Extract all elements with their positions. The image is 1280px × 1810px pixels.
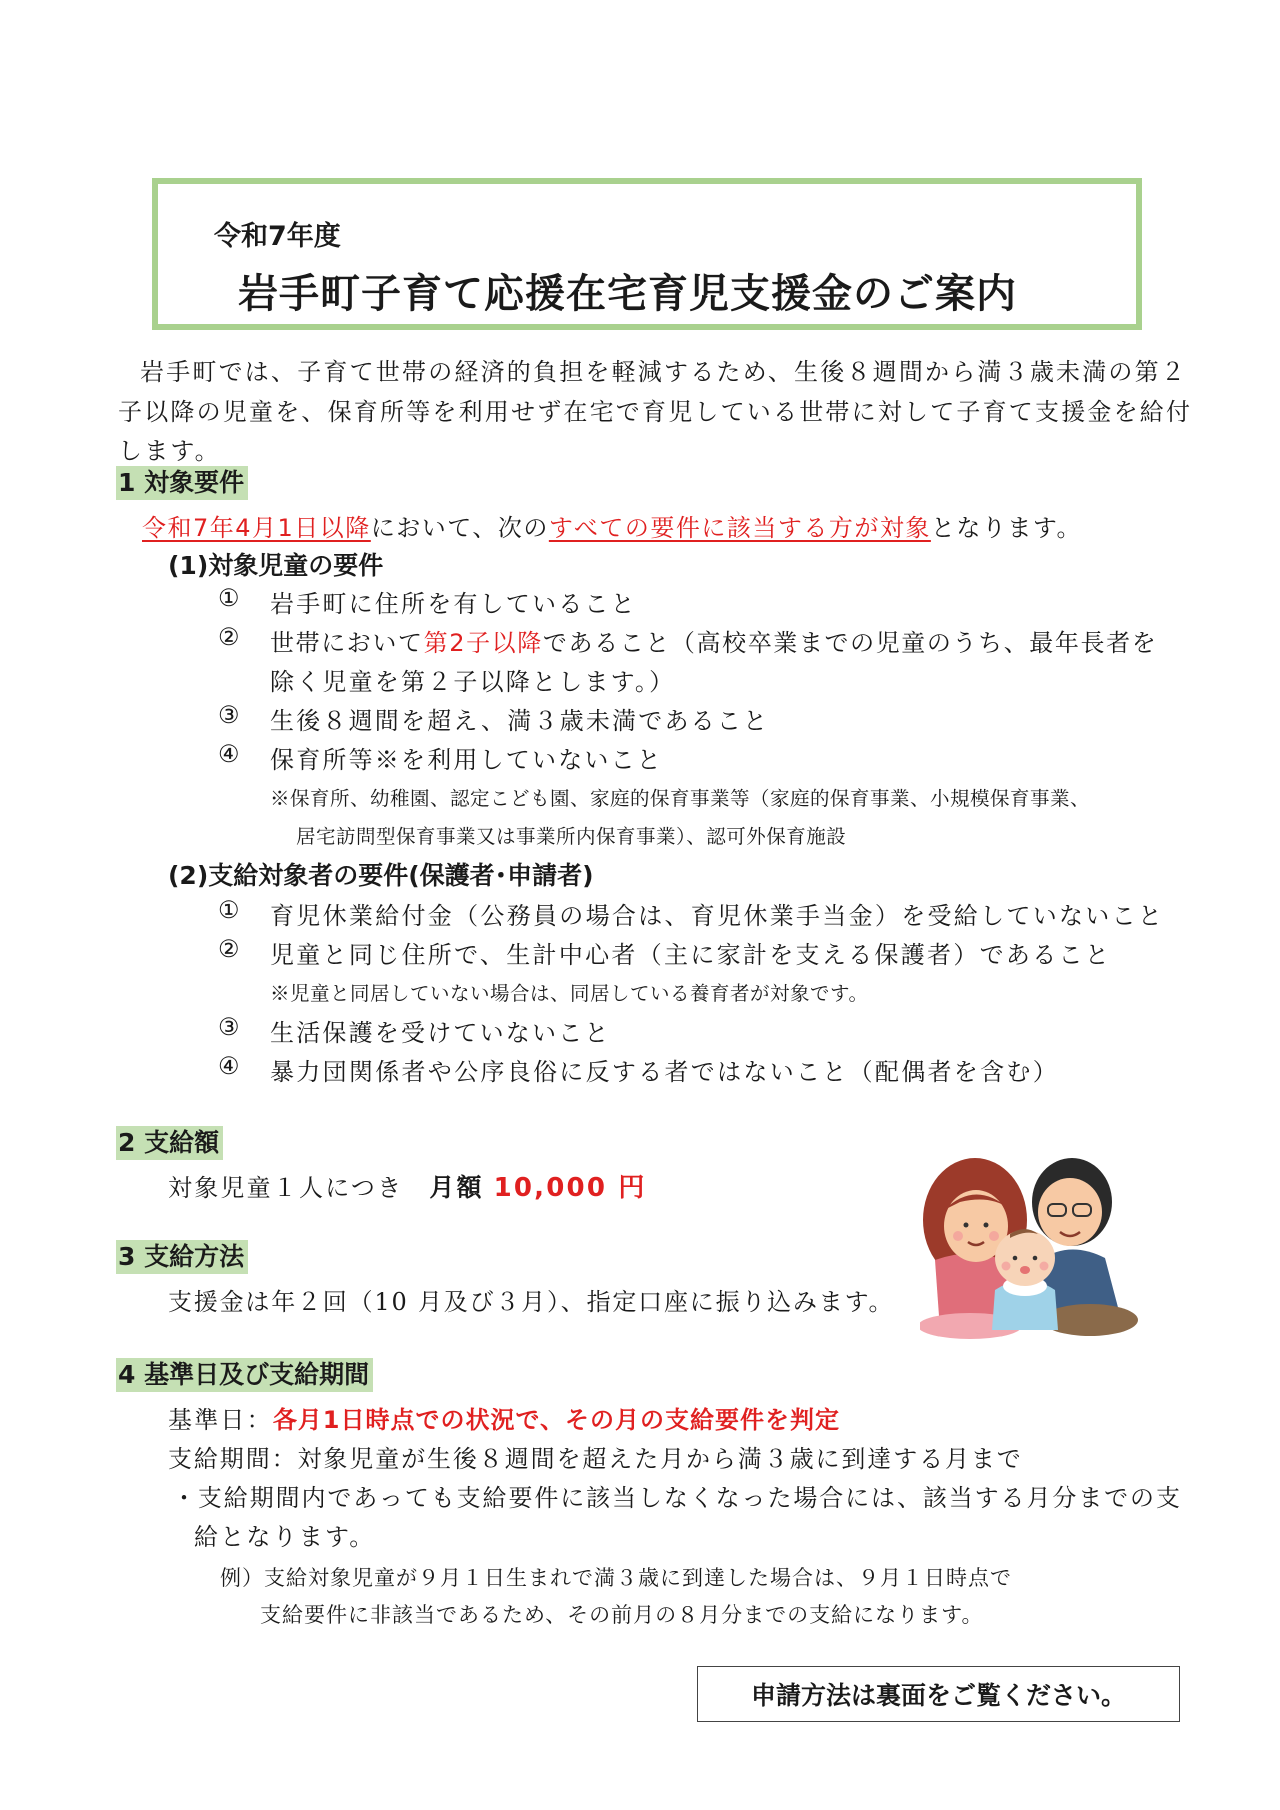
recipient-item-4-text: 暴力団関係者や公序良俗に反する者ではないこと（配偶者を含む） — [270, 1058, 1059, 1086]
base-date-line — [168, 1400, 840, 1435]
child-item-2-post: であること（高校卒業までの児童のうち、最年長者を — [542, 629, 1158, 657]
child-item-3-text: 生後８週間を超え、満３歳未満であること — [270, 707, 770, 735]
facility-note-1: ※保育所、幼稚園、認定こども園、家庭的保育事業等（家庭的保育事業、小規模保育事業、 — [270, 787, 1091, 810]
child-item-2-cont: 除く児童を第２子以降とします。） — [270, 668, 676, 696]
section-1-lead — [142, 508, 1082, 543]
recipient-requirements-heading: (2)支給対象者の要件(保護者･申請者) — [168, 861, 594, 890]
recipient-item-3-text: 生活保護を受けていないこと — [270, 1019, 611, 1047]
section-3-heading: 3 支給方法 — [116, 1240, 248, 1274]
monthly-amount-value: 10,000 円 — [493, 1173, 647, 1203]
facility-note-2: 居宅訪問型保育事業又は事業所内保育事業）、認可外保育施設 — [296, 825, 847, 848]
child-item-2-num: ② — [218, 623, 242, 651]
intro-line-3: します。 — [118, 437, 221, 465]
recipient-item-3-num: ③ — [218, 1013, 242, 1041]
child-item-2-text — [270, 623, 1157, 658]
example-line-2: 支給要件に非該当であるため、その前月の８月分までの支給になります。 — [260, 1603, 984, 1627]
intro-line-2: 子以降の児童を、保育所等を利用せず在宅で育児している世帯に対して子育て支援金を給付 — [118, 398, 1193, 426]
period-bullet-1: ・支給期間内であっても支給要件に該当しなくなった場合には、該当する月分までの支 — [172, 1484, 1182, 1512]
second-child-highlight: 第2子以降 — [423, 629, 543, 657]
example-line-1: 例）支給対象児童が９月１日生まれで満３歳に到達した場合は、９月１日時点で — [220, 1566, 1012, 1590]
title-year: 令和7年度 — [214, 221, 341, 252]
apply-method-box — [697, 1666, 1180, 1722]
child-item-1-text: 岩手町に住所を有していること — [270, 590, 637, 618]
recipient-item-1-text: 育児休業給付金（公務員の場合は、育児休業手当金）を受給していないこと — [270, 902, 1165, 930]
recipient-item-4-num: ④ — [218, 1052, 242, 1080]
intro-line-1: 岩手町では、子育て世帯の経済的負担を軽減するため、生後８週間から満３歳未満の第２ — [140, 358, 1188, 386]
section-2-heading: 2 支給額 — [116, 1126, 223, 1160]
recipient-item-1-num: ① — [218, 896, 242, 924]
monthly-amount-label: 月額 — [429, 1173, 484, 1202]
payment-amount-line — [168, 1167, 647, 1204]
lead-all-requirements-highlight: すべての要件に該当する方が対象 — [548, 514, 931, 542]
child-item-3-num: ③ — [218, 701, 242, 729]
apply-method-text: 申請方法は裏面をご覧ください。 — [750, 1681, 1126, 1710]
page-title: 岩手町子育て応援在宅育児支援金のご案内 — [238, 271, 1017, 317]
lead-date-highlight: 令和7年4月1日以降 — [142, 514, 371, 542]
family-illustration — [920, 1140, 1140, 1340]
payment-period: 支給期間：対象児童が生後８週間を超えた月から満３歳に到達する月まで — [168, 1445, 1023, 1473]
payment-method-text: 支援金は年２回（10 月及び３月）、指定口座に振り込みます。 — [168, 1288, 895, 1316]
child-item-2-pre: 世帯において — [270, 629, 424, 657]
cohabitation-note: ※児童と同居していない場合は、同居している養育者が対象です。 — [270, 982, 869, 1005]
child-requirements-heading: (1)対象児童の要件 — [168, 551, 384, 580]
period-bullet-2: 給となります。 — [194, 1523, 376, 1551]
base-date-label: 基準日： — [168, 1406, 273, 1434]
lead-text-1: において、次の — [370, 514, 549, 542]
lead-text-2: となります。 — [930, 514, 1082, 542]
recipient-item-2-text: 児童と同じ住所で、生計中心者（主に家計を支える保護者）であること — [270, 941, 1112, 969]
section-4-heading: 4 基準日及び支給期間 — [116, 1358, 373, 1392]
child-item-4-text: 保育所等※を利用していないこと — [270, 746, 663, 774]
section-1-heading: 1 対象要件 — [116, 466, 248, 500]
child-item-4-num: ④ — [218, 740, 242, 768]
recipient-item-2-num: ② — [218, 935, 242, 963]
base-date-value: 各月1日時点での状況で、その月の支給要件を判定 — [272, 1406, 841, 1434]
child-item-1-num: ① — [218, 584, 242, 612]
payment-per-child-text: 対象児童１人につき — [168, 1174, 404, 1202]
title-box — [152, 178, 1142, 330]
